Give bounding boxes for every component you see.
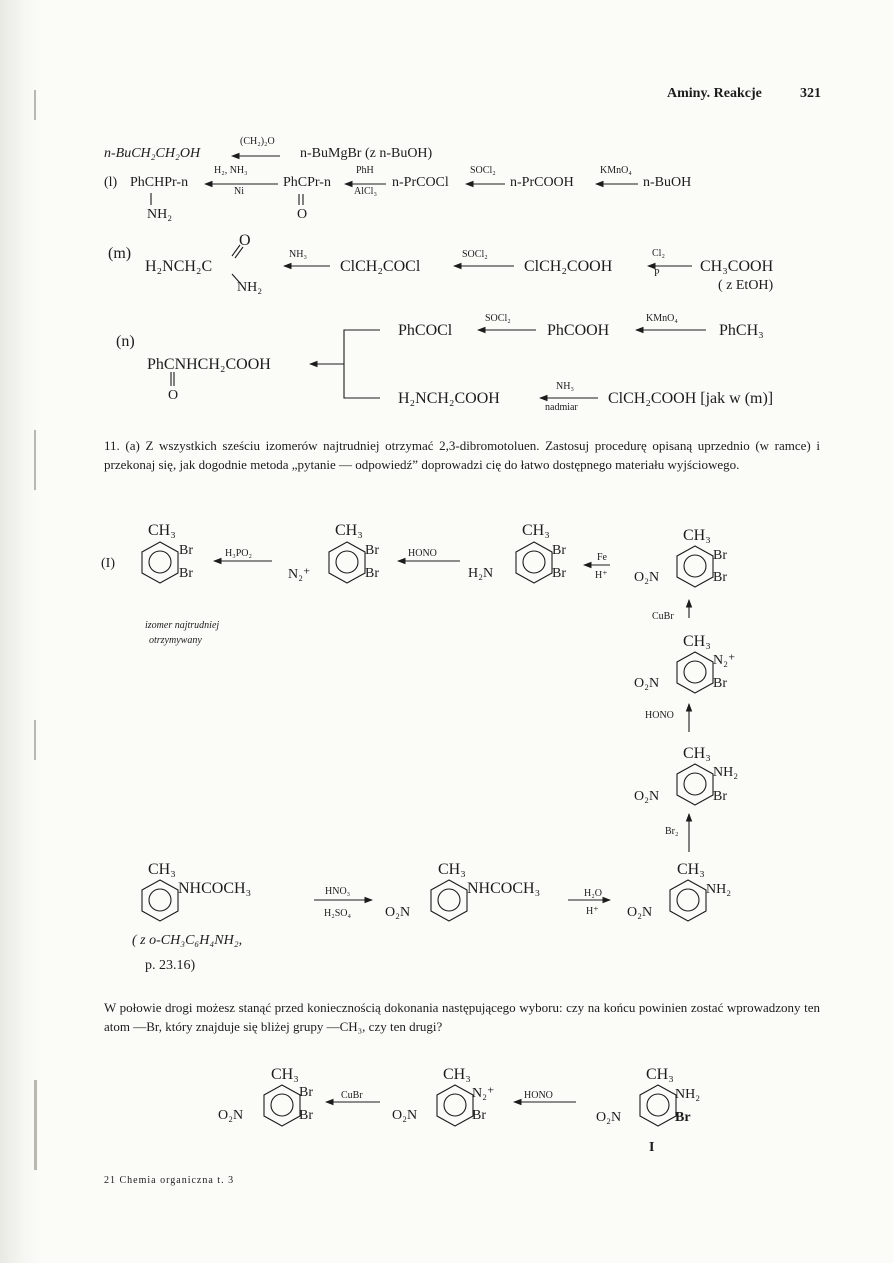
- n-product-o: O: [168, 388, 179, 403]
- k-start: n-BuMgBr (z n-BuOH): [300, 146, 433, 161]
- n-top-c1: PhCOCl: [398, 322, 453, 339]
- b2-br: Br: [472, 1108, 486, 1123]
- r3-br2: Br: [552, 566, 566, 581]
- l-c1: PhCHPr-n: [130, 175, 189, 190]
- benzene-ring-8: [431, 880, 467, 921]
- l-c3: n-PrCOCl: [392, 175, 449, 190]
- bond-m-o: [232, 245, 240, 256]
- r2-ch3: CH₃: [335, 522, 363, 539]
- b2-o2n: O₂N: [392, 1108, 418, 1123]
- m-c1: H₂NCH₂C: [145, 258, 213, 275]
- r4-br1: Br: [713, 548, 727, 563]
- r9-o2n: O₂N: [627, 905, 653, 920]
- m-nh2: NH₂: [237, 280, 263, 295]
- m-o: O: [239, 232, 251, 249]
- r2-br2: Br: [365, 566, 379, 581]
- r6-nh2: NH₂: [713, 765, 739, 780]
- r6-br: Br: [713, 789, 727, 804]
- m-c4-note: ( z EtOH): [718, 278, 774, 293]
- r-h-2: H⁺: [586, 906, 599, 917]
- bracket-n: [344, 330, 380, 398]
- benzene-ring-3: [516, 542, 552, 583]
- l-r3: SOCl₂: [470, 165, 496, 176]
- l-sub-nh2: NH₂: [147, 207, 173, 222]
- b-r-hono: HONO: [524, 1090, 553, 1101]
- r1-br2: Br: [179, 566, 193, 581]
- b1-br2: Br: [299, 1108, 313, 1123]
- r-hono-2: HONO: [645, 710, 674, 721]
- l-sub-o: O: [297, 207, 308, 222]
- m-r3-top: Cl₂: [652, 248, 665, 259]
- src-line2: p. 23.16): [145, 958, 196, 973]
- m-r1: NH₃: [289, 249, 307, 260]
- l-r2-top: PhH: [356, 165, 374, 176]
- r-fe: Fe: [597, 552, 607, 563]
- r4-o2n: O₂N: [634, 570, 660, 585]
- n-top-c3: PhCH₃: [719, 322, 764, 339]
- benzene-ring-1: [142, 542, 178, 583]
- scheme-label: (I): [101, 556, 115, 571]
- running-title: Aminy. Reakcje: [667, 86, 762, 101]
- r4-br2: Br: [713, 570, 727, 585]
- n-bot-r1-bot: nadmiar: [545, 402, 578, 413]
- r4-ch3: CH₃: [683, 527, 711, 544]
- n-product: PhCNHCH₂COOH: [147, 356, 271, 373]
- r-hno3: HNO₃: [325, 886, 351, 897]
- r9-ch3: CH₃: [677, 861, 705, 878]
- r8-o2n: O₂N: [385, 905, 411, 920]
- signature-footer: 21 Chemia organiczna t. 3: [104, 1175, 235, 1186]
- l-r2-bot: AlCl₃: [354, 186, 377, 197]
- benzene-ring-4: [677, 546, 713, 587]
- compound-label-I: I: [649, 1140, 655, 1155]
- r7-nhcoch3: NHCOCH₃: [178, 880, 252, 897]
- benzene-ring-7: [142, 880, 178, 921]
- r-h2so4: H₂SO₄: [324, 908, 351, 919]
- n-top-r2: KMnO₄: [646, 313, 678, 324]
- r6-ch3: CH₃: [683, 745, 711, 762]
- m-r3-bot: P: [654, 268, 660, 279]
- l-r4: KMnO₄: [600, 165, 632, 176]
- r6-o2n: O₂N: [634, 789, 660, 804]
- b3-nh2: NH₂: [675, 1087, 701, 1102]
- r8-ch3: CH₃: [438, 861, 466, 878]
- l-c2: PhCPr-n: [283, 175, 331, 190]
- benzene-ring-b3: [640, 1085, 676, 1126]
- n-bot-c1: H₂NCH₂COOH: [398, 390, 500, 407]
- b3-o2n: O₂N: [596, 1110, 622, 1125]
- r5-ch3: CH₃: [683, 633, 711, 650]
- r8-nhcoch3: NHCOCH₃: [467, 880, 541, 897]
- benzene-ring-b2: [437, 1085, 473, 1126]
- n-label: (n): [116, 333, 135, 350]
- r3-ch3: CH₃: [522, 522, 550, 539]
- b1-o2n: O₂N: [218, 1108, 244, 1123]
- r1-br1: Br: [179, 543, 193, 558]
- k-product: n-BuCH₂CH₂OH: [104, 146, 201, 161]
- r-br2: Br₂: [665, 826, 679, 837]
- n-bot-c2: ClCH₂COOH [jak w (m)]: [608, 390, 774, 407]
- r3-br1: Br: [552, 543, 566, 558]
- m-c3: ClCH₂COOH: [524, 258, 613, 275]
- m-label: (m): [108, 245, 132, 262]
- k-reagent: (CH₂)₂O: [240, 136, 275, 147]
- m-r2: SOCl₂: [462, 249, 488, 260]
- exercise-11a-text: 11. (a) Z wszystkich sześciu izomerów najtrudniej otrzymać 2,3-dibromotoluen. Zastosuj procedurę opisaną uprzednio (w ramce) i przekonaj się, jak dogodnie metoda „pytanie — odpowiedź” doprowadzi cię do łatwo dostępnego materiału wyjściowego.: [104, 438, 820, 472]
- r-h3po2: H₃PO₂: [225, 548, 252, 559]
- b2-n2: N₂⁺: [472, 1086, 495, 1101]
- b1-ch3: CH₃: [271, 1066, 299, 1083]
- bond-m-nh2: [232, 274, 240, 283]
- benzene-ring-9: [670, 880, 706, 921]
- page-number: 321: [800, 86, 821, 101]
- l-r1-bot: Ni: [234, 186, 244, 197]
- r3-h2n: H₂N: [468, 566, 494, 581]
- r-h-1: H⁺: [595, 570, 608, 581]
- l-c5: n-BuOH: [643, 175, 692, 190]
- n-top-r1: SOCl₂: [485, 313, 511, 324]
- note-line1: izomer najtrudniej: [145, 620, 220, 631]
- r9-nh2: NH₂: [706, 882, 732, 897]
- b3-br: Br: [675, 1110, 691, 1125]
- b-r-cubr: CuBr: [341, 1090, 363, 1101]
- m-c4: CH₃COOH: [700, 258, 774, 275]
- choice-question-text: W połowie drogi możesz stanąć przed koniecznością dokonania następującego wyboru: czy na końcu powinien zostać wprowadzony ten atom —Br, który znajduje się bliżej grupy —CH₃, czy ten drugi?: [104, 1000, 820, 1034]
- n-bot-r1-top: NH₃: [556, 381, 574, 392]
- r2-br1: Br: [365, 543, 379, 558]
- r-cubr-1: CuBr: [652, 611, 674, 622]
- n-top-c2: PhCOOH: [547, 322, 610, 339]
- r5-br: Br: [713, 676, 727, 691]
- benzene-ring-2: [329, 542, 365, 583]
- benzene-ring-6: [677, 764, 713, 805]
- note-line2: otrzymywany: [149, 635, 202, 646]
- r5-n2: N₂⁺: [713, 653, 736, 668]
- r2-n2: N₂⁺: [288, 567, 311, 582]
- r-hono-1: HONO: [408, 548, 437, 559]
- m-c2: ClCH₂COCl: [340, 258, 421, 275]
- r-h2o: H₂O: [584, 888, 602, 899]
- benzene-ring-5: [677, 652, 713, 693]
- l-label: (l): [104, 175, 118, 190]
- r1-ch3: CH₃: [148, 522, 176, 539]
- benzene-ring-b1: [264, 1085, 300, 1126]
- l-r1-top: H₂, NH₃: [214, 165, 248, 176]
- r7-ch3: CH₃: [148, 861, 176, 878]
- l-c4: n-PrCOOH: [510, 175, 574, 190]
- b2-ch3: CH₃: [443, 1066, 471, 1083]
- src-line1: ( z o-CH₃C₆H₄NH₂,: [132, 933, 243, 948]
- b1-br1: Br: [299, 1085, 313, 1100]
- b3-ch3: CH₃: [646, 1066, 674, 1083]
- r5-o2n: O₂N: [634, 676, 660, 691]
